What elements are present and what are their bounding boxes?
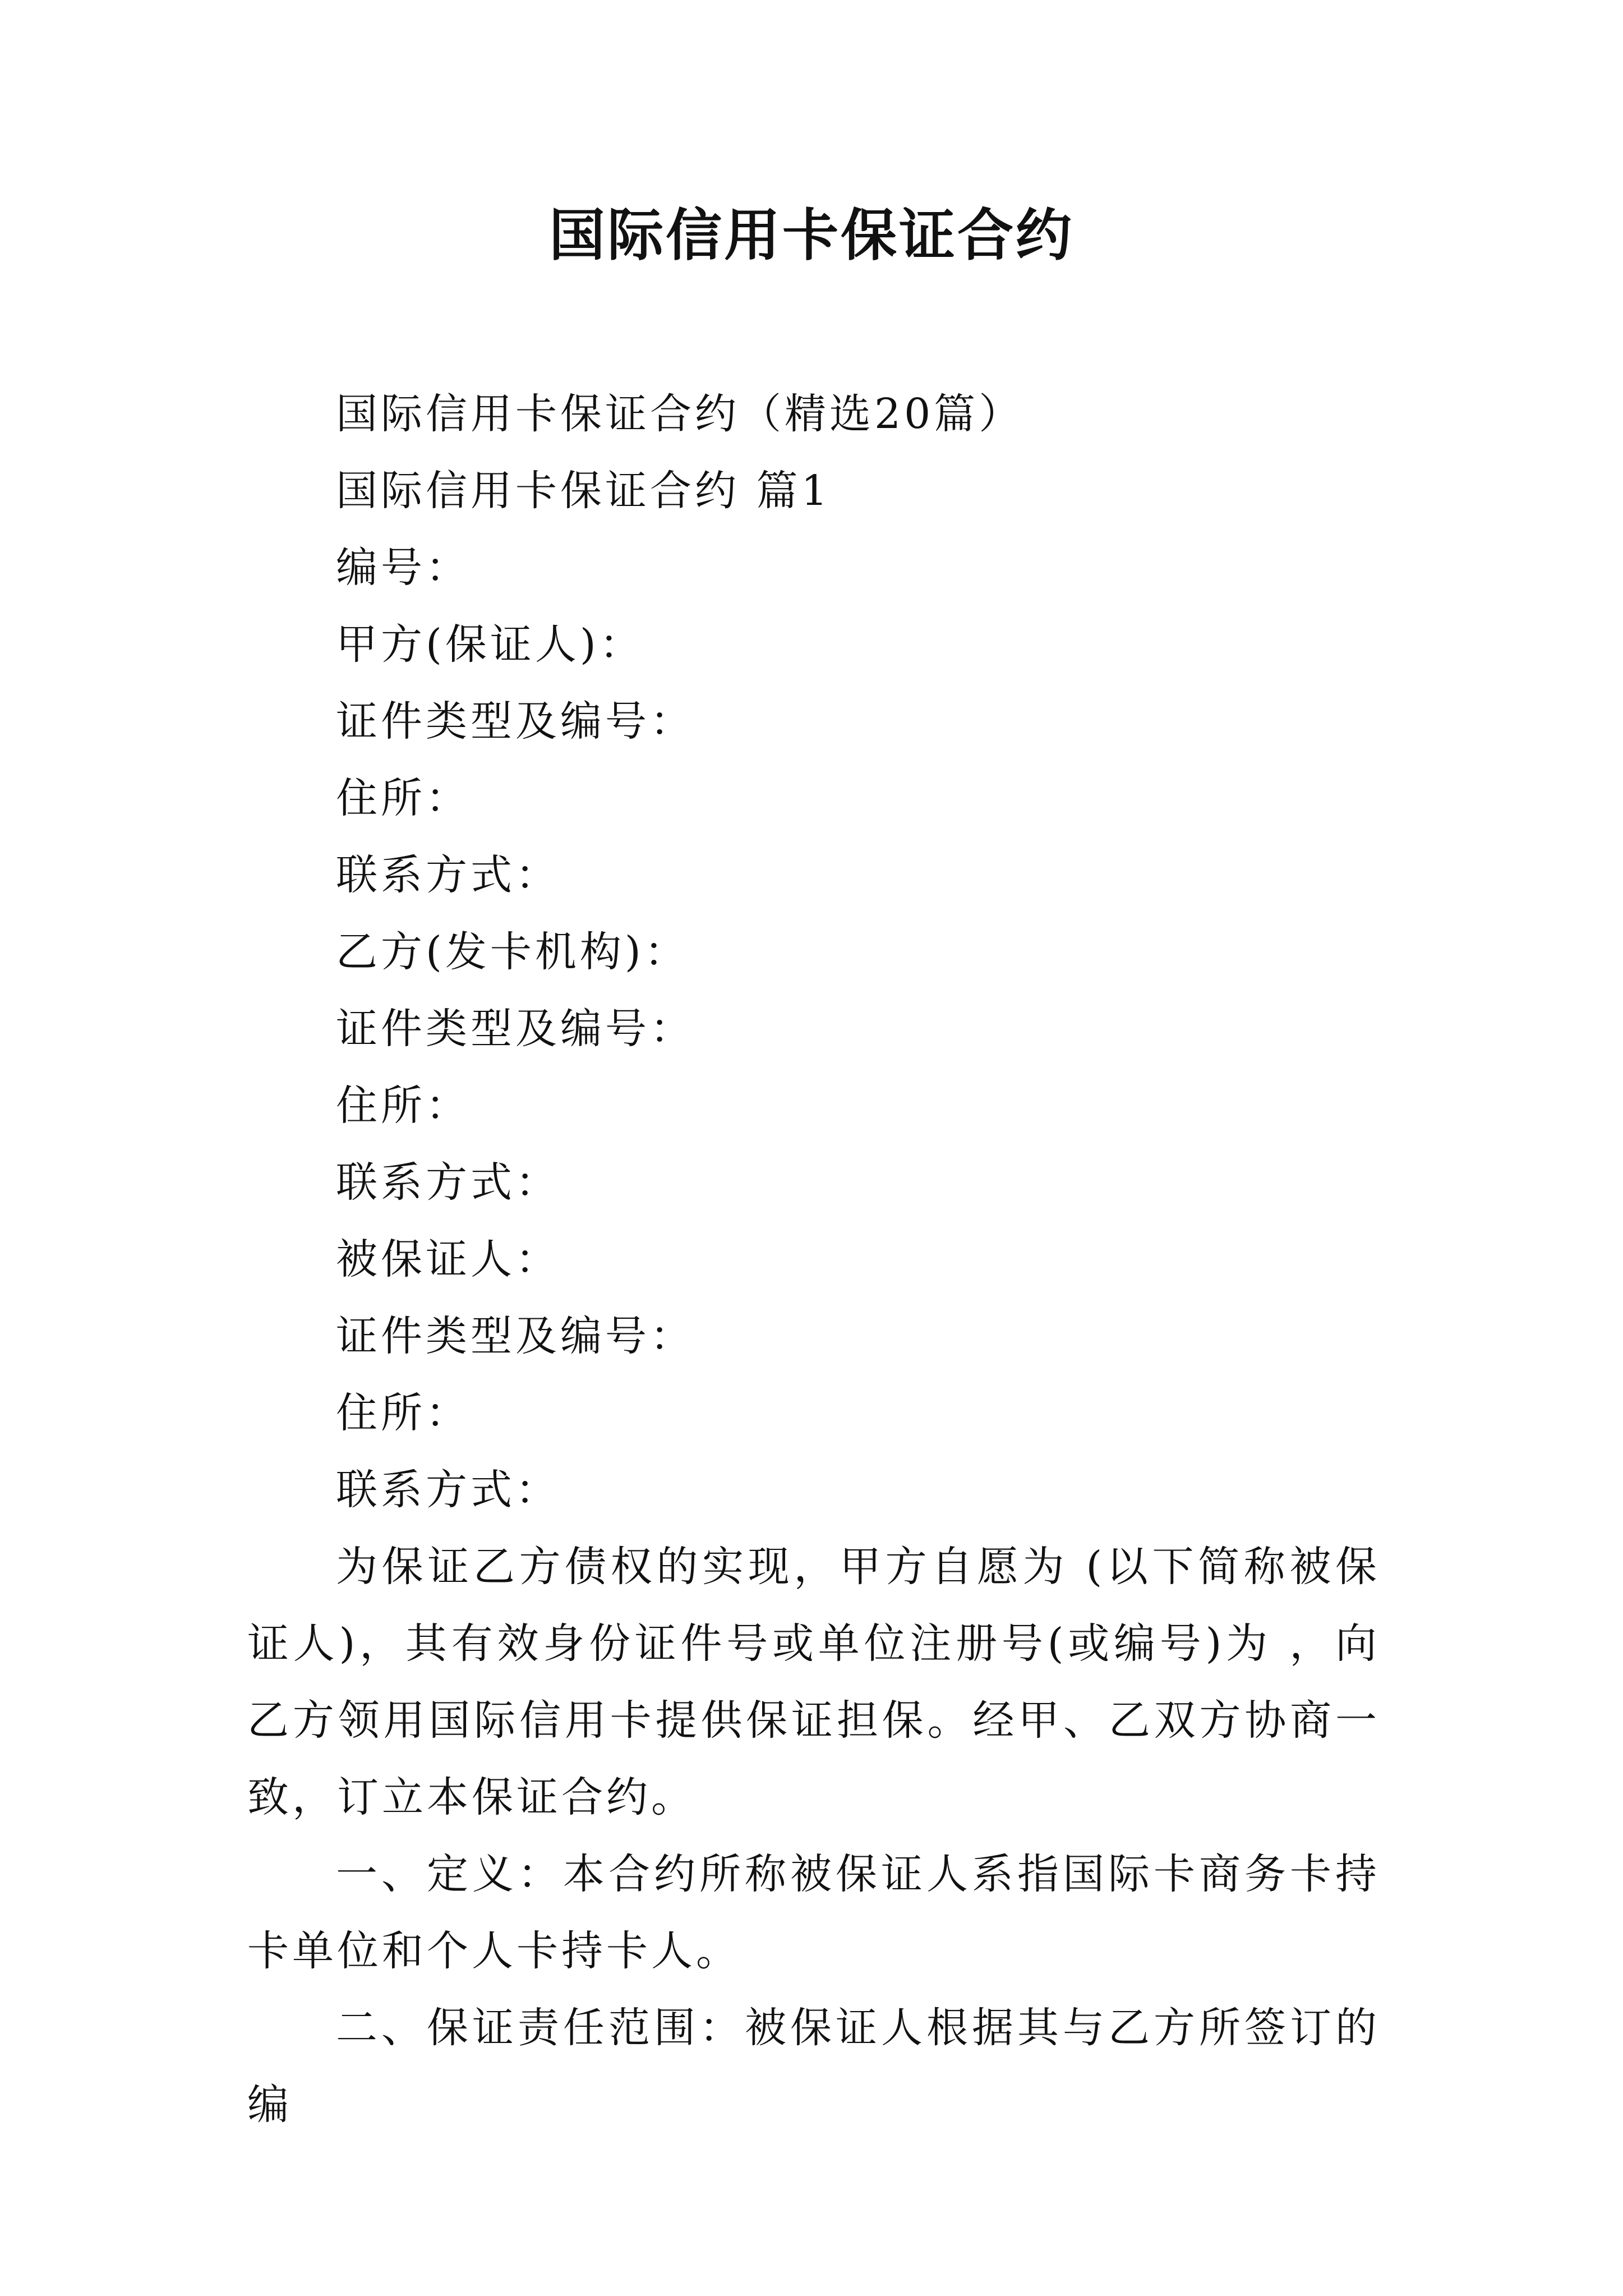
field-guaranteed-id: 证件类型及编号： [336, 1312, 695, 1360]
paragraph-definition: 一、定义：本合约所称被保证人系指国际卡商务卡持卡单位和个人卡持卡人。 [247, 1850, 1380, 1975]
field-party-a-address: 住所： [336, 774, 471, 822]
field-guaranteed-contact: 联系方式： [336, 1466, 560, 1514]
field-party-a-id: 证件类型及编号： [336, 697, 695, 746]
field-guaranteed: 被保证人： [336, 1235, 560, 1283]
document-body [247, 376, 1380, 2143]
field-guaranteed-address: 住所： [336, 1389, 471, 1437]
field-party-a-contact: 联系方式： [336, 851, 560, 899]
section-heading: 国际信用卡保证合约 篇1 [336, 467, 831, 515]
paragraph-preamble: 为保证乙方债权的实现，甲方自愿为 (以下简称被保证人)，其有效身份证件号或单位注册号(或编号)为 ，向乙方领用国际信用卡提供保证担保。经甲、乙双方协商一致，订立本保证合约。 [247, 1543, 1380, 1821]
field-party-b: 乙方(发卡机构)： [336, 928, 689, 976]
field-party-b-contact: 联系方式： [336, 1158, 560, 1207]
paragraph-scope: 二、保证责任范围：被保证人根据其与乙方所签订的编 [247, 2004, 1380, 2129]
field-number: 编号： [336, 544, 471, 592]
field-party-b-id: 证件类型及编号： [336, 1005, 695, 1053]
document-title: 国际信用卡保证合约 [549, 203, 1074, 268]
field-party-a: 甲方(保证人)： [336, 620, 644, 669]
field-party-b-address: 住所： [336, 1082, 471, 1130]
document-subtitle: 国际信用卡保证合约（精选20篇） [336, 390, 1024, 438]
